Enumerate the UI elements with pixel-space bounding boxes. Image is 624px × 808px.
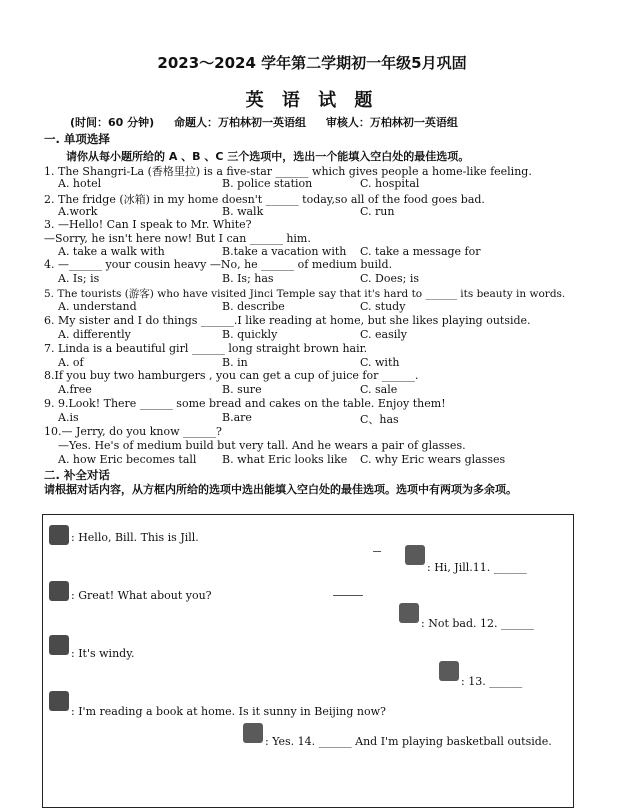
section-heading: 二. 补全对话 xyxy=(44,468,110,482)
option-c: C. Does; is xyxy=(360,272,419,285)
option-a: A. Is; is xyxy=(58,272,100,285)
option-c: C. study xyxy=(360,300,406,313)
option-a: A.free xyxy=(58,383,92,396)
option-a: A. differently xyxy=(58,328,131,341)
dialogue-box xyxy=(42,514,574,808)
option-a: A.is xyxy=(58,411,79,424)
option-b: B. in xyxy=(222,356,248,369)
exam-author: 命题人：万柏林初一英语组 xyxy=(174,116,307,129)
question-stem: 5. The tourists (游客) who have visited Jinci Temple say that it's hard to ______ its beauty in words. xyxy=(44,288,566,300)
option-b: B. describe xyxy=(222,300,285,313)
question-stem: 2. The fridge (冰箱) in my home doesn't ______ today,so all of the food goes bad. xyxy=(44,193,485,206)
dialogue-line: : Great! What about you? xyxy=(71,589,212,602)
dialogue-line: : Yes. 14. ______ And I'm playing basketball outside. xyxy=(265,735,552,748)
option-c: C. sale xyxy=(360,383,398,396)
speaker-avatar-icon xyxy=(405,545,425,565)
question-stem: 1. The Shangri-La (香格里拉) is a five-star ______ which gives people a home-like feeling. xyxy=(44,165,532,178)
exam-title: 2023～2024 学年第二学期初一年级5月巩固 xyxy=(157,54,467,72)
exam-subject-title: 英 语 试 题 xyxy=(245,90,379,111)
option-c: C. hospital xyxy=(360,177,420,190)
section-heading: 一. 单项选择 xyxy=(44,132,110,146)
option-c: C. take a message for xyxy=(360,245,481,258)
question-stem: 6. My sister and I do things ______.I like reading at home, but she likes playing outside. xyxy=(44,314,531,327)
question-stem: 4. —______ your cousin heavy —No, he ______ of medium build. xyxy=(44,258,393,271)
option-b: B. police station xyxy=(222,177,313,190)
option-c: C. with xyxy=(360,356,400,369)
option-b: B. what Eric looks like xyxy=(222,453,348,466)
dialogue-line: : 13. ______ xyxy=(461,675,523,688)
option-b: B. quickly xyxy=(222,328,278,341)
option-a: A. hotel xyxy=(58,177,102,190)
question-stem-line2: —Yes. He's of medium build but very tall. And he wears a pair of glasses. xyxy=(58,439,466,452)
question-stem: 7. Linda is a beautiful girl ______ long straight brown hair. xyxy=(44,342,368,355)
dialogue-line: : Hello, Bill. This is Jill. xyxy=(71,531,199,544)
section-instruction: 请你从每小题所给的 A 、B 、C 三个选项中，选出一个能填入空白处的最佳选项。 xyxy=(66,150,470,163)
speaker-avatar-icon xyxy=(439,661,459,681)
option-a: A. of xyxy=(58,356,84,369)
option-a: A. understand xyxy=(58,300,137,313)
section-instruction: 请根据对话内容，从方框内所给的选项中选出能填入空白处的最佳选项。选项中有两项为多余项。 xyxy=(44,483,517,496)
question-stem: 3. —Hello! Can I speak to Mr. White? xyxy=(44,218,252,231)
divider xyxy=(333,595,363,596)
option-b: B. Is; has xyxy=(222,272,274,285)
option-b: B. sure xyxy=(222,383,262,396)
divider xyxy=(373,551,381,552)
option-a: A.work xyxy=(58,205,98,218)
question-stem: 9. 9.Look! There ______ some bread and cakes on the table. Enjoy them! xyxy=(44,397,446,410)
exam-meta xyxy=(70,114,474,130)
speaker-avatar-icon xyxy=(49,691,69,711)
dialogue-line: : Not bad. 12. ______ xyxy=(421,617,534,630)
question-stem: 8.If you buy two hamburgers , you can get a cup of juice for ______. xyxy=(44,369,419,382)
exam-reviewer: 审核人：万柏林初一英语组 xyxy=(325,116,458,129)
option-c: C. why Eric wears glasses xyxy=(360,453,506,466)
option-a: A. how Eric becomes tall xyxy=(58,453,197,466)
dialogue-line: : It's windy. xyxy=(71,647,135,660)
option-b: B.take a vacation with xyxy=(222,245,347,258)
option-c: C. easily xyxy=(360,328,407,341)
option-b: B.are xyxy=(222,411,252,424)
speaker-avatar-icon xyxy=(243,723,263,743)
question-stem: 10.— Jerry, do you know ______? xyxy=(44,425,222,438)
option-c: C. run xyxy=(360,205,395,218)
speaker-avatar-icon xyxy=(49,581,69,601)
speaker-avatar-icon xyxy=(49,635,69,655)
exam-time: (时间：60 分钟) xyxy=(70,116,155,129)
dialogue-line: : Hi, Jill.11. ______ xyxy=(427,561,527,574)
option-b: B. walk xyxy=(222,205,264,218)
dialogue-line: : I'm reading a book at home. Is it sunny in Beijing now? xyxy=(71,705,386,718)
speaker-avatar-icon xyxy=(49,525,69,545)
option-a: A. take a walk with xyxy=(58,245,165,258)
option-c: C、has xyxy=(360,413,399,426)
speaker-avatar-icon xyxy=(399,603,419,623)
question-stem-line2: —Sorry, he isn't here now! But I can ______ him. xyxy=(44,232,311,245)
